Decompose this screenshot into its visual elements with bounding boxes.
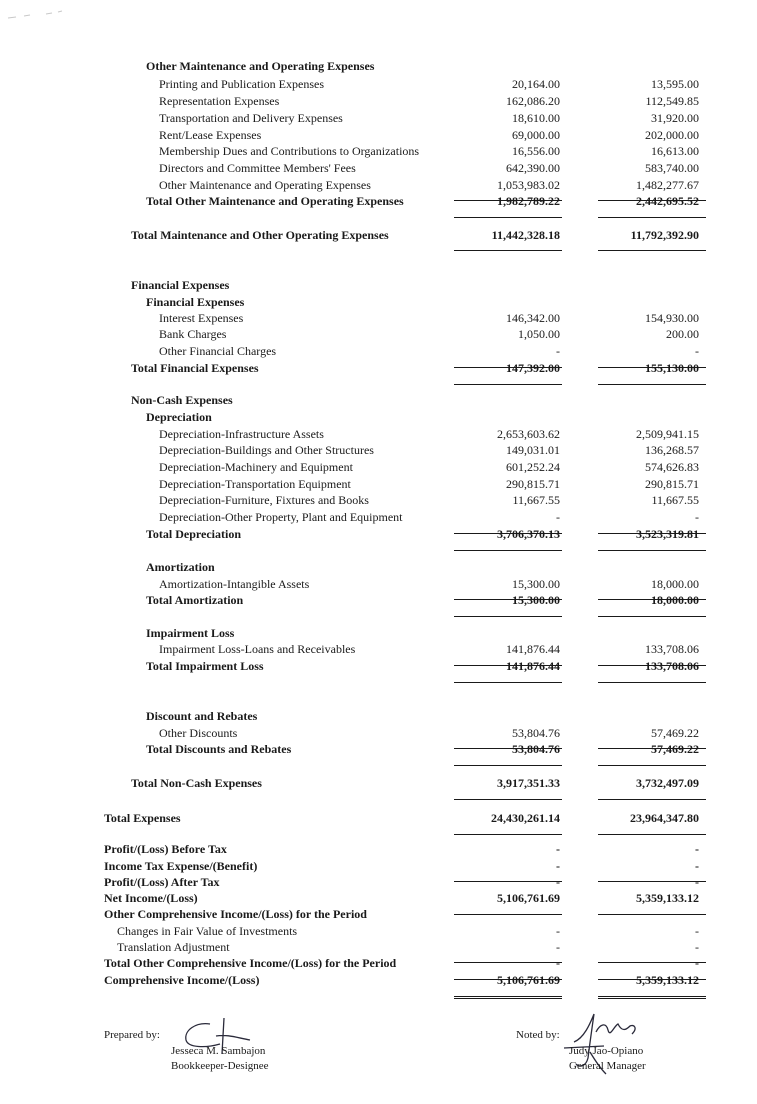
row-label: Rent/Lease Expenses — [159, 128, 262, 142]
current-year-amount: 11,667.55 — [512, 493, 560, 507]
current-year-amount: 69,000.00 — [512, 128, 560, 142]
statement-row — [0, 576, 757, 592]
current-year-amount: 5,106,761.69 — [497, 973, 560, 987]
prepared-by-label: Prepared by: — [104, 1029, 160, 1041]
statement-row — [0, 492, 757, 508]
row-label: Total Maintenance and Other Operating Expenses — [131, 228, 389, 242]
current-year-amount: 24,430,261.14 — [491, 811, 560, 825]
row-label: Profit/(Loss) After Tax — [104, 875, 220, 889]
prior-year-amount: 31,920.00 — [651, 111, 699, 125]
statement-row — [0, 923, 757, 939]
current-year-amount: 290,815.71 — [506, 477, 560, 491]
current-year-amount: 3,706,370.13 — [497, 527, 560, 541]
statement-row — [0, 810, 757, 826]
row-label: Depreciation-Infrastructure Assets — [159, 427, 324, 441]
prior-year-amount: 23,964,347.80 — [630, 811, 699, 825]
statement-row — [0, 58, 757, 74]
row-label: Non-Cash Expenses — [131, 393, 233, 407]
row-label: Depreciation-Buildings and Other Structures — [159, 443, 374, 457]
statement-row — [0, 526, 757, 542]
current-year-amount: 141,876.44 — [506, 659, 560, 673]
current-year-amount: 147,392.00 — [506, 361, 560, 375]
prior-year-amount: - — [695, 940, 699, 954]
row-label: Total Other Comprehensive Income/(Loss) for the Period — [104, 956, 397, 970]
prior-year-amount: 136,268.57 — [645, 443, 699, 457]
prior-year-amount: - — [695, 842, 699, 856]
row-label: Total Amortization — [146, 593, 244, 607]
row-label: Total Non-Cash Expenses — [131, 776, 262, 790]
current-year-amount: - — [556, 956, 560, 970]
row-label: Income Tax Expense/(Benefit) — [104, 859, 258, 873]
statement-row — [0, 459, 757, 475]
current-year-amount: 16,556.00 — [512, 144, 560, 158]
row-label: Total Depreciation — [146, 527, 241, 541]
statement-row — [0, 110, 757, 126]
statement-row — [0, 227, 757, 243]
current-year-amount: - — [556, 510, 560, 524]
statement-row — [0, 874, 757, 890]
statement-row — [0, 392, 757, 408]
statement-row — [0, 476, 757, 492]
prior-year-amount: 290,815.71 — [645, 477, 699, 491]
row-label: Representation Expenses — [159, 94, 280, 108]
row-label: Depreciation-Transportation Equipment — [159, 477, 351, 491]
current-year-amount: 3,917,351.33 — [497, 776, 560, 790]
prior-year-amount: 18,000.00 — [651, 577, 699, 591]
row-label: Total Other Maintenance and Operating Expenses — [146, 194, 404, 208]
current-year-amount: 1,982,789.22 — [497, 194, 560, 208]
prior-year-amount: 200.00 — [666, 327, 699, 341]
statement-row — [0, 193, 757, 209]
row-label: Depreciation-Machinery and Equipment — [159, 460, 353, 474]
prepared-by-title: Bookkeeper-Designee — [171, 1060, 269, 1072]
row-label: Depreciation-Other Property, Plant and Equipment — [159, 510, 403, 524]
statement-row — [0, 326, 757, 342]
row-label: Financial Expenses — [146, 295, 245, 309]
current-year-amount: - — [556, 859, 560, 873]
row-label: Amortization — [146, 560, 215, 574]
prior-year-amount: 2,509,941.15 — [636, 427, 699, 441]
statement-row — [0, 277, 757, 293]
prior-year-amount: 583,740.00 — [645, 161, 699, 175]
row-label: Directors and Committee Members' Fees — [159, 161, 356, 175]
row-label: Translation Adjustment — [117, 940, 230, 954]
noted-by-title: General Manager — [569, 1060, 646, 1072]
statement-row — [0, 625, 757, 641]
current-year-amount: 162,086.20 — [506, 94, 560, 108]
prior-year-amount: 112,549.85 — [645, 94, 699, 108]
prior-year-amount: 2,442,695.52 — [636, 194, 699, 208]
statement-row — [0, 741, 757, 757]
prior-year-amount: 155,130.00 — [645, 361, 699, 375]
current-year-amount: 18,610.00 — [512, 111, 560, 125]
current-year-amount: 141,876.44 — [506, 642, 560, 656]
current-year-amount: - — [556, 924, 560, 938]
prior-year-amount: 11,667.55 — [651, 493, 699, 507]
current-year-amount: 15,300.00 — [512, 577, 560, 591]
current-year-amount: - — [556, 344, 560, 358]
statement-row — [0, 93, 757, 109]
current-year-amount: 5,106,761.69 — [497, 891, 560, 905]
statement-row — [0, 294, 757, 310]
prior-year-amount: 133,708.06 — [645, 642, 699, 656]
statement-row — [0, 725, 757, 741]
row-label: Printing and Publication Expenses — [159, 77, 324, 91]
statement-row — [0, 592, 757, 608]
prior-year-amount: 57,469.22 — [651, 726, 699, 740]
current-year-amount: - — [556, 875, 560, 889]
prior-year-amount: - — [695, 344, 699, 358]
current-year-amount: 1,050.00 — [518, 327, 560, 341]
current-year-amount: 642,390.00 — [506, 161, 560, 175]
current-year-amount: 15,300.00 — [512, 593, 560, 607]
statement-row — [0, 442, 757, 458]
statement-row — [0, 890, 757, 906]
prior-year-amount: 154,930.00 — [645, 311, 699, 325]
row-label: Other Comprehensive Income/(Loss) for the Period — [104, 907, 367, 921]
row-label: Bank Charges — [159, 327, 227, 341]
current-year-amount: 20,164.00 — [512, 77, 560, 91]
prior-year-amount: 202,000.00 — [645, 128, 699, 142]
row-label: Other Maintenance and Operating Expenses — [159, 178, 371, 192]
noted-by-name: Judy Jao-Opiano — [569, 1045, 644, 1057]
current-year-amount: - — [556, 842, 560, 856]
row-label: Depreciation-Furniture, Fixtures and Books — [159, 493, 369, 507]
statement-row — [0, 955, 757, 971]
current-year-amount: - — [556, 940, 560, 954]
prior-year-amount: 133,708.06 — [645, 659, 699, 673]
prior-year-amount: 5,359,133.12 — [636, 973, 699, 987]
row-label: Discount and Rebates — [146, 709, 258, 723]
statement-row — [0, 658, 757, 674]
statement-row — [0, 143, 757, 159]
statement-row — [0, 858, 757, 874]
row-label: Other Discounts — [159, 726, 238, 740]
statement-row — [0, 310, 757, 326]
row-label: Other Financial Charges — [159, 344, 277, 358]
prior-year-amount: - — [695, 956, 699, 970]
row-label: Profit/(Loss) Before Tax — [104, 842, 227, 856]
prior-year-amount: 5,359,133.12 — [636, 891, 699, 905]
statement-row — [0, 641, 757, 657]
prior-year-amount: - — [695, 859, 699, 873]
row-label: Total Financial Expenses — [131, 361, 259, 375]
current-year-amount: 53,804.76 — [512, 726, 560, 740]
current-year-amount: 1,053,983.02 — [497, 178, 560, 192]
current-year-amount: 53,804.76 — [512, 742, 560, 756]
row-label: Amortization-Intangible Assets — [159, 577, 310, 591]
current-year-amount: 2,653,603.62 — [497, 427, 560, 441]
current-year-amount: 149,031.01 — [506, 443, 560, 457]
statement-row — [0, 559, 757, 575]
prior-year-amount: - — [695, 924, 699, 938]
row-label: Total Impairment Loss — [146, 659, 264, 673]
prior-year-amount: 11,792,392.90 — [630, 228, 699, 242]
prior-year-amount: 16,613.00 — [651, 144, 699, 158]
statement-row — [0, 972, 757, 988]
statement-row — [0, 409, 757, 425]
prior-year-amount: - — [695, 510, 699, 524]
row-label: Depreciation — [146, 410, 212, 424]
prior-year-amount: 13,595.00 — [651, 77, 699, 91]
row-label: Comprehensive Income/(Loss) — [104, 973, 260, 987]
prior-year-amount: 18,000.00 — [651, 593, 699, 607]
row-label: Changes in Fair Value of Investments — [117, 924, 298, 938]
statement-row — [0, 360, 757, 376]
prior-year-amount: 574,626.83 — [645, 460, 699, 474]
prior-year-amount: 1,482,277.67 — [636, 178, 699, 192]
prior-year-amount: - — [695, 875, 699, 889]
statement-row — [0, 708, 757, 724]
prior-year-amount: 3,732,497.09 — [636, 776, 699, 790]
row-label: Transportation and Delivery Expenses — [159, 111, 343, 125]
row-label: Other Maintenance and Operating Expenses — [146, 59, 375, 73]
statement-row — [0, 775, 757, 791]
statement-row — [0, 841, 757, 857]
noted-by-label: Noted by: — [516, 1029, 560, 1041]
statement-row — [0, 509, 757, 525]
prior-year-amount: 57,469.22 — [651, 742, 699, 756]
current-year-amount: 601,252.24 — [506, 460, 560, 474]
prior-year-amount: 3,523,319.81 — [636, 527, 699, 541]
statement-row — [0, 939, 757, 955]
row-label: Financial Expenses — [131, 278, 230, 292]
row-label: Interest Expenses — [159, 311, 244, 325]
row-label: Total Expenses — [104, 811, 181, 825]
scan-mark-decoration — [6, 8, 66, 22]
statement-row — [0, 76, 757, 92]
statement-row — [0, 177, 757, 193]
row-label: Impairment Loss — [146, 626, 235, 640]
current-year-amount: 11,442,328.18 — [491, 228, 560, 242]
current-year-amount: 146,342.00 — [506, 311, 560, 325]
row-label: Total Discounts and Rebates — [146, 742, 292, 756]
statement-row — [0, 127, 757, 143]
statement-row — [0, 426, 757, 442]
row-label: Net Income/(Loss) — [104, 891, 198, 905]
row-label: Impairment Loss-Loans and Receivables — [159, 642, 356, 656]
statement-row — [0, 160, 757, 176]
row-label: Membership Dues and Contributions to Organizations — [159, 144, 420, 158]
statement-row — [0, 343, 757, 359]
prepared-by-name: Jesseca M. Sambajon — [171, 1045, 266, 1057]
